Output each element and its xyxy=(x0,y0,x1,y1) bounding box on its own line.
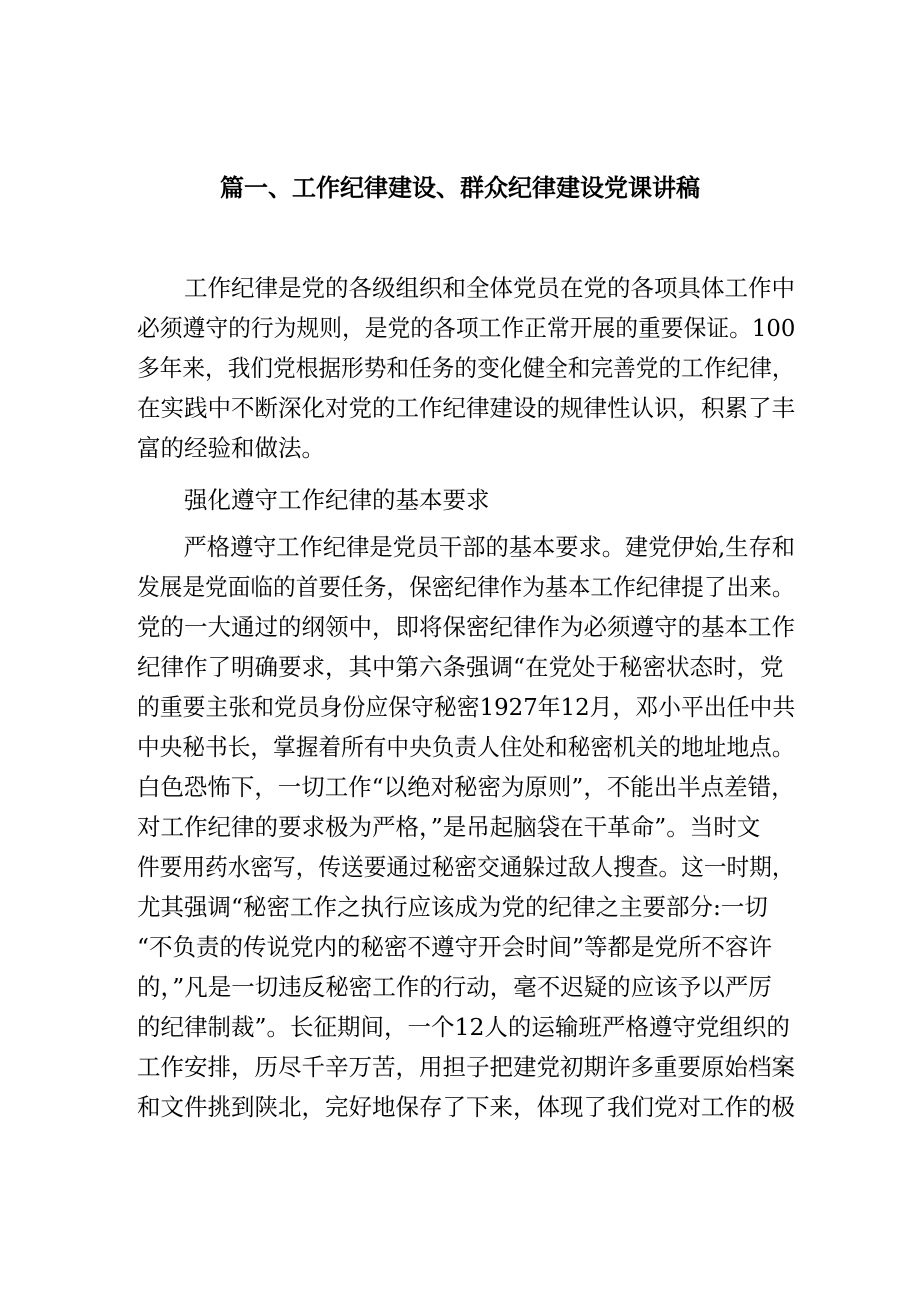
paragraph-2-line: 对工作纪律的要求极为严格，”是吊起脑袋在干革命”。当时文 xyxy=(137,813,761,841)
paragraph-2 xyxy=(137,527,795,1127)
paragraph-1-line: 工作纪律是党的各级组织和全体党员在党的各项具体工作中 xyxy=(184,274,795,302)
paragraph-2-line: 纪律作了明确要求，其中第六条强调“在党处于秘密状态时，党 xyxy=(137,653,784,681)
paragraph-2-line: “不负责的传说党内的秘密不遵守开会时间”等都是党所不容许 xyxy=(137,933,773,961)
paragraph-2-line: 和文件挑到陕北，完好地保存了下来，体现了我们党对工作的极 xyxy=(137,1093,795,1121)
paragraph-2-line: 件要用药水密写，传送要通过秘密交通躲过敌人搜查。这一时期， xyxy=(137,853,795,881)
paragraph-2-line: 党的一大通过的纲领中，即将保密纪律作为必须遵守的基本工作 xyxy=(137,613,795,641)
paragraph-2-line: 严格遵守工作纪律是党员干部的基本要求。建党伊始,生存和 xyxy=(183,533,795,561)
paragraph-1-line: 多年来，我们党根据形势和任务的变化健全和完善党的工作纪律， xyxy=(137,354,795,382)
paragraph-2-line: 的，”凡是一切违反秘密工作的行动，毫不迟疑的应该予以严厉 xyxy=(137,973,772,1001)
paragraph-2-line: 工作安排，历尽千辛万苦，用担子把建党初期许多重要原始档案 xyxy=(137,1053,795,1081)
paragraph-1-line: 在实践中不断深化对党的工作纪律建设的规律性认识，积累了丰 xyxy=(137,394,795,422)
section-heading-text: 强化遵守工作纪律的基本要求 xyxy=(184,486,490,514)
paragraph-2-line: 的重要主张和党员身份应保守秘密1927年12月，邓小平出任中共 xyxy=(137,693,796,721)
paragraph-1 xyxy=(137,268,795,468)
paragraph-2-line: 的纪律制裁”。长征期间，一个12人的运输班严格遵守党组织的 xyxy=(137,1013,790,1041)
paragraph-1-line: 富的经验和做法。 xyxy=(137,434,325,462)
document-title: 篇一、工作纪律建设、群众纪律建设党课讲稿 xyxy=(220,174,700,202)
paragraph-2-line: 中央秘书长，掌握着所有中央负责人住处和秘密机关的地址地点。 xyxy=(137,733,795,761)
section-heading xyxy=(137,480,795,520)
paragraph-2-line: 尤其强调“秘密工作之执行应该成为党的纪律之主要部分:一切 xyxy=(137,893,768,921)
paragraph-1-line: 必须遵守的行为规则，是党的各项工作正常开展的重要保证。100 xyxy=(137,314,796,342)
paragraph-2-line: 白色恐怖下，一切工作“以绝对秘密为原则”，不能出半点差错， xyxy=(137,773,795,801)
paragraph-2-line: 发展是党面临的首要任务，保密纪律作为基本工作纪律提了出来。 xyxy=(137,573,795,601)
